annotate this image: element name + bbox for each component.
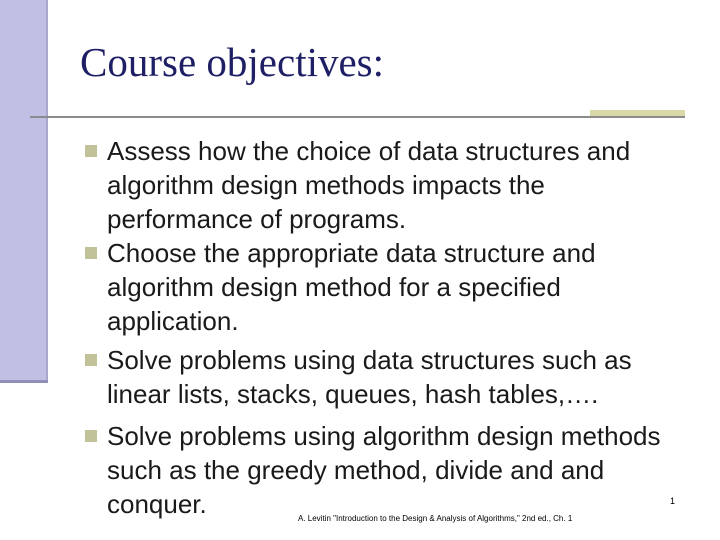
slide-title: Course objectives: xyxy=(80,39,385,85)
bullet-text: Choose the appropriate data structure and algorithm design method for a specified application. xyxy=(107,238,596,336)
slide-page-number: 1 xyxy=(670,496,676,506)
bullet-text: Solve problems using data structures such as linear lists, stacks, queues, hash tables,…. xyxy=(107,345,632,409)
square-bullet-icon xyxy=(85,354,97,366)
bullet-text: Assess how the choice of data structures and algorithm design methods impacts the performance of programs. xyxy=(107,136,631,234)
citation-footnote: A. Levitin "Introduction to the Design & Analysis of Algorithms," 2nd ed., Ch. 1 xyxy=(298,514,573,523)
square-bullet-icon xyxy=(85,247,97,259)
square-bullet-icon xyxy=(85,145,97,157)
square-bullet-icon xyxy=(85,430,97,442)
bullet-text: Solve problems using algorithm design methods such as the greedy method, divide and and conquer. xyxy=(107,421,661,519)
